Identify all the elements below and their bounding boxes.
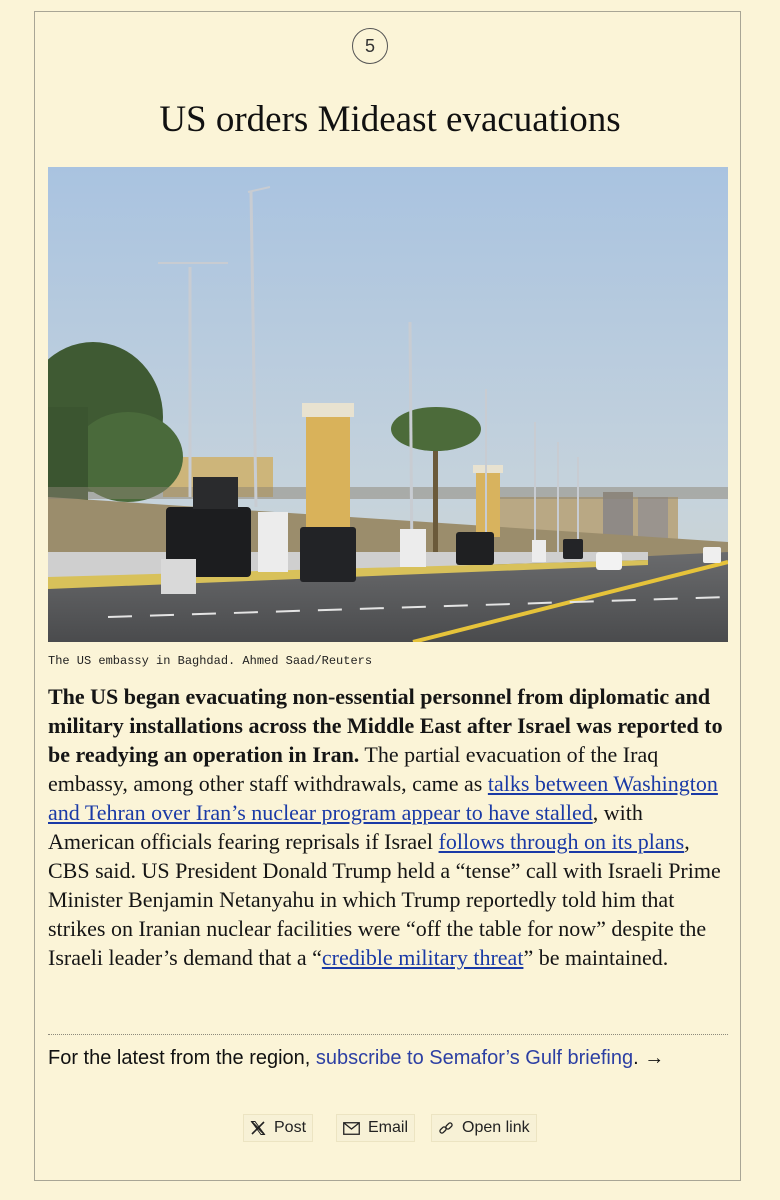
section-divider	[48, 1034, 728, 1035]
story-number: 5	[364, 35, 375, 56]
share-email-label: Email	[368, 1119, 409, 1136]
subscribe-prefix: For the latest from the region,	[48, 1047, 316, 1069]
share-open-link-label: Open link	[462, 1119, 530, 1136]
credible-threat-link[interactable]: credible military threat	[321, 945, 524, 970]
x-logo-icon	[250, 1120, 266, 1136]
story-body	[48, 682, 733, 972]
photo-caption: The US embassy in Baghdad. Ahmed Saad/Reuters	[48, 654, 373, 668]
story-photo	[48, 167, 728, 642]
body-text-3: , CBS said. US President Donald Trump held a “tense” call with Israeli Prime Minister Benjamin Netanyahu in which Trump reportedly told him that strikes on Iranian nuclear facilities were “off the table for now” despite the Israeli leader’s demand that a “	[48, 829, 721, 970]
subscribe-prompt	[48, 1044, 664, 1072]
link-chain-icon	[438, 1120, 454, 1136]
follows-through-link[interactable]: follows through on its plans	[438, 829, 685, 854]
talks-stalled-link[interactable]: talks between Washington and Tehran over Iran’s nuclear program appear to have stalled	[48, 771, 718, 825]
subscribe-suffix: . →	[633, 1047, 665, 1069]
share-email-button[interactable]	[336, 1114, 415, 1142]
body-text-1: The partial evacuation of the Iraq embassy, among other staff withdrawals, came as	[48, 742, 659, 796]
envelope-icon	[343, 1122, 360, 1135]
body-text-2: , with American officials fearing reprisals if Israel	[48, 800, 643, 854]
embassy-photo-illustration	[48, 167, 728, 642]
subscribe-link[interactable]: subscribe to Semafor’s Gulf briefing	[315, 1047, 634, 1069]
share-open-link-button[interactable]	[431, 1114, 537, 1142]
headline: US orders Mideast evacuations	[159, 99, 621, 140]
body-text-4: ” be maintained.	[523, 945, 669, 970]
share-post-label: Post	[274, 1119, 307, 1136]
share-post-button[interactable]	[243, 1114, 313, 1142]
lead-sentence: The US began evacuating non-essential personnel from diplomatic and military installations across the Middle East after Israel was reported to be readying an operation in Iran.	[48, 684, 723, 767]
story-number-badge	[352, 28, 388, 64]
